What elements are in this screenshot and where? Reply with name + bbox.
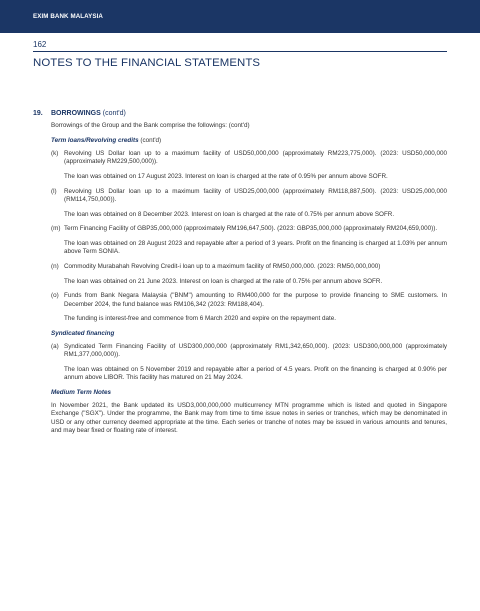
section-body bbox=[51, 122, 447, 435]
list-item bbox=[51, 343, 447, 359]
divider bbox=[33, 51, 447, 52]
section-title-suffix: (cont'd) bbox=[102, 110, 126, 117]
item-text: Syndicated Term Financing Facility of USD300,000,000 (approximately RM1,342,650,000). (2023: USD300,000,000 (approximately RM1,377,000,000)). bbox=[64, 343, 447, 359]
item-note: The loan was obtained on 21 June 2023. Interest on loan is charged at the rate of 0.75% per annum above SOFR. bbox=[64, 277, 383, 285]
subheading-suffix: (cont'd) bbox=[140, 136, 162, 144]
item-text: Revolving US Dollar loan up to a maximum facility of USD25,000,000 (approximately RM118,887,500). (2023: USD25,000,000 (RM114,750,000)). bbox=[64, 187, 447, 203]
item-label: (m) bbox=[51, 225, 61, 233]
item-note: The loan was obtained on 8 December 2023. Interest on loan is charged at the rate of 0.75% per annum above SOFR. bbox=[64, 210, 395, 218]
intro-paragraph: Borrowings of the Group and the Bank comprise the followings: (cont'd) bbox=[51, 122, 250, 130]
item-text: Revolving US Dollar loan up to a maximum facility of USD50,000,000 (approximately RM223,775,000). (2023: USD50,000,000 (approximately RM229,500,000)). bbox=[64, 150, 447, 166]
section-number: 19. bbox=[33, 110, 43, 117]
item-label: (n) bbox=[51, 262, 59, 270]
note-content bbox=[33, 110, 447, 441]
item-note: The loan was obtained on 5 November 2019 and repayable after a period of 4.5 years. Profit on the financing is charged at 0.90% per annum above LIBOR. This facility has matured on 21 May 2024. bbox=[64, 366, 447, 382]
item-text: Funds from Bank Negara Malaysia ("BNM") amounting to RM400,000 for the purpose to provide financing to SME customers. In December 2024, the fund balance was RM106,342 (2023: RM188,404). bbox=[64, 292, 447, 308]
item-label: (a) bbox=[51, 343, 59, 351]
page-title: NOTES TO THE FINANCIAL STATEMENTS bbox=[33, 57, 261, 69]
item-label: (k) bbox=[51, 150, 59, 158]
item-text: Commodity Murabahah Revolving Credit-i loan up to a maximum facility of RM50,000,000. (2023: RM50,000,000) bbox=[64, 262, 381, 270]
header-bar bbox=[0, 0, 480, 33]
item-note: The funding is interest-free and commence from 6 March 2020 and expire on the repayment date. bbox=[64, 315, 336, 323]
subheading-mtn: Medium Term Notes bbox=[51, 388, 111, 396]
item-text: Term Financing Facility of GBP35,000,000 (approximately RM196,647,500). (2023: GBP35,000,000 (approximately RM204,659,000)). bbox=[64, 225, 438, 233]
list-item bbox=[51, 263, 447, 271]
brand-name: EXIM BANK MALAYSIA bbox=[33, 13, 103, 20]
subheading-term-loans bbox=[51, 137, 447, 145]
page-number: 162 bbox=[33, 40, 47, 49]
list-item bbox=[51, 188, 447, 204]
mtn-paragraph: In November 2021, the Bank updated its USD3,000,000,000 multicurrency MTN programme which is listed and quoted in Singapore Exchange ("SGX"). Under the programme, the Bank may from time to time issue notes in series or tranches, which may be denominated in USD or any other currency deemed appropriate at the time. Each series or tranche of notes may be issued in various amounts and tenures, and may bear fixed or floating rate of interest. bbox=[51, 402, 447, 434]
list-item bbox=[51, 150, 447, 166]
subheading-term-loans-text: Term loans/Revolving credits bbox=[51, 136, 139, 144]
item-label: (o) bbox=[51, 292, 59, 300]
item-note: The loan was obtained on 17 August 2023. Interest on loan is charged at the rate of 0.95% per annum above SOFR. bbox=[64, 173, 388, 181]
list-item bbox=[51, 225, 447, 233]
item-label: (l) bbox=[51, 187, 57, 195]
item-note: The loan was obtained on 28 August 2023 and repayable after a period of 3 years. Profit on the financing is charged at 1.03% per annum above Term SONIA. bbox=[64, 240, 447, 256]
list-item bbox=[51, 292, 447, 308]
section-title-text: BORROWINGS bbox=[51, 110, 101, 117]
section-heading bbox=[33, 110, 447, 118]
subheading-syndicated: Syndicated financing bbox=[51, 329, 115, 337]
section-title bbox=[51, 110, 126, 118]
